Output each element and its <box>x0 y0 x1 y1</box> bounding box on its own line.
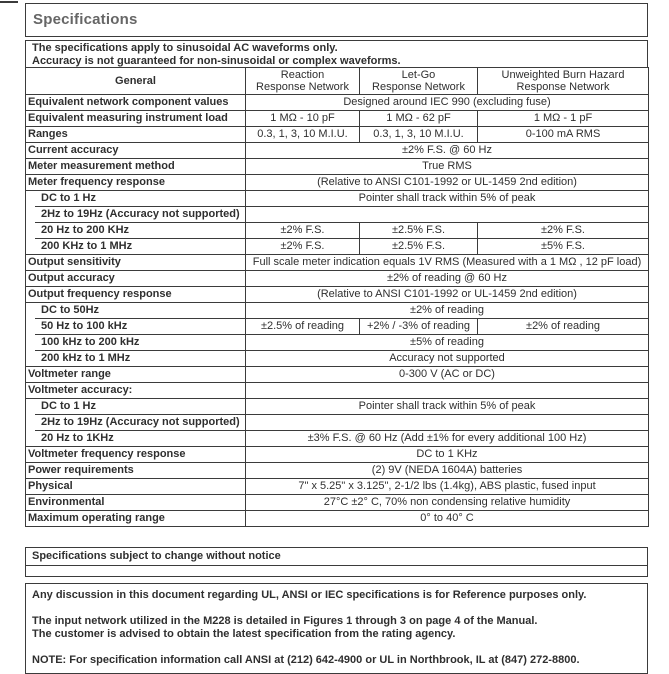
col-header-general: General <box>26 68 246 95</box>
spec-label: Equivalent network component values <box>26 95 246 111</box>
table-row <box>26 463 649 479</box>
spec-value: Full scale meter indication equals 1V RMS (Measured with a 1 MΩ , 12 pF load) <box>246 255 649 271</box>
footer-contact-note: NOTE: For specification information call ANSI at (212) 642-4900 or UL in Northbrook, IL at (847) 272-8800. <box>32 654 580 666</box>
spec-label: Voltmeter frequency response <box>26 447 246 463</box>
spec-label: DC to 1 Hz <box>26 191 246 207</box>
spec-label: Ranges <box>26 127 246 143</box>
spec-label: Output frequency response <box>26 287 246 303</box>
spec-label: Meter frequency response <box>26 175 246 191</box>
spec-value: Pointer shall track within 5% of peak <box>246 191 649 207</box>
intro-line-2: Accuracy is not guaranteed for non-sinusoidal or complex waveforms. <box>32 55 401 67</box>
spec-label: Equivalent measuring instrument load <box>26 111 246 127</box>
spec-value: Accuracy not supported <box>246 351 649 367</box>
table-row <box>26 223 649 239</box>
footer-gap <box>32 602 639 615</box>
spec-label: Current accuracy <box>26 143 246 159</box>
table-row <box>26 191 649 207</box>
table-row <box>26 367 649 383</box>
spec-value: ±2% of reading <box>478 319 649 335</box>
col-header-reaction-line2: Response Network <box>256 81 349 93</box>
spec-value: 0-300 V (AC or DC) <box>246 367 649 383</box>
table-row <box>26 495 649 511</box>
spec-label: 20 Hz to 1KHz <box>26 431 246 447</box>
col-header-letgo-line1: Let-Go <box>401 69 436 81</box>
table-row <box>26 255 649 271</box>
specifications-table <box>25 67 649 527</box>
spec-value: 0° to 40° C <box>246 511 649 527</box>
col-header-burn-hazard <box>478 68 649 95</box>
footer-customer-note: The customer is advised to obtain the latest specification from the rating agency. <box>32 628 456 640</box>
spec-value: 0.3, 1, 3, 10 M.I.U. <box>246 127 360 143</box>
table-row <box>26 431 649 447</box>
spec-label: 50 Hz to 100 kHz <box>26 319 246 335</box>
col-header-burn-hazard-line2: Response Network <box>516 81 610 93</box>
spec-value: (Relative to ANSI C101-1992 or UL-1459 2nd edition) <box>246 175 649 191</box>
col-header-letgo <box>360 68 478 95</box>
spec-label: 200 KHz to 1 MHz <box>26 239 246 255</box>
spec-value: ±5% of reading <box>246 335 649 351</box>
table-row <box>26 415 649 431</box>
spec-label: 2Hz to 19Hz (Accuracy not supported) <box>26 415 246 431</box>
page-title: Specifications <box>33 11 138 28</box>
spec-label: Power requirements <box>26 463 246 479</box>
col-header-reaction-line1: Reaction <box>280 69 325 81</box>
spec-value: Pointer shall track within 5% of peak <box>246 399 649 415</box>
spec-label: Output accuracy <box>26 271 246 287</box>
table-row <box>26 271 649 287</box>
spec-value <box>246 415 649 431</box>
notice-box <box>25 547 648 577</box>
col-header-reaction <box>246 68 360 95</box>
table-row <box>26 143 649 159</box>
table-row <box>26 479 649 495</box>
spec-value: DC to 1 KHz <box>246 447 649 463</box>
table-row <box>26 175 649 191</box>
spec-label: Output sensitivity <box>26 255 246 271</box>
table-row <box>26 287 649 303</box>
spec-value <box>246 383 649 399</box>
spec-value: ±2% F.S. <box>478 223 649 239</box>
spec-value: 0-100 mA RMS <box>478 127 649 143</box>
spec-label: Physical <box>26 479 246 495</box>
table-header-row <box>26 68 649 95</box>
spec-value: 1 MΩ - 10 pF <box>246 111 360 127</box>
table-row <box>26 399 649 415</box>
spec-label: Environmental <box>26 495 246 511</box>
spec-value: ±5% F.S. <box>478 239 649 255</box>
spec-value: (2) 9V (NEDA 1604A) batteries <box>246 463 649 479</box>
spec-value: True RMS <box>246 159 649 175</box>
footer-gap <box>32 641 639 654</box>
footer-reference-note: Any discussion in this document regarding UL, ANSI or IEC specifications is for Reference purposes only. <box>32 589 587 601</box>
col-header-letgo-line2: Response Network <box>372 81 465 93</box>
spec-label: 200 kHz to 1 MHz <box>26 351 246 367</box>
spec-value: ±2% F.S. @ 60 Hz <box>246 143 649 159</box>
spec-value: (Relative to ANSI C101-1992 or UL-1459 2nd edition) <box>246 287 649 303</box>
spec-value: ±2% F.S. <box>246 239 360 255</box>
spec-value: ±2.5% F.S. <box>360 223 478 239</box>
spec-label: DC to 50Hz <box>26 303 246 319</box>
spec-label: Meter measurement method <box>26 159 246 175</box>
spec-sheet-page <box>25 3 648 674</box>
table-row <box>26 303 649 319</box>
table-row <box>26 351 649 367</box>
table-row <box>26 159 649 175</box>
intro-box <box>25 40 648 68</box>
spec-value: ±2.5% F.S. <box>360 239 478 255</box>
notice-text: Specifications subject to change without notice <box>32 550 281 562</box>
table-row <box>26 127 649 143</box>
spec-label: 2Hz to 19Hz (Accuracy not supported) <box>26 207 246 223</box>
spec-label: 100 kHz to 200 kHz <box>26 335 246 351</box>
spec-value: 1 MΩ - 62 pF <box>360 111 478 127</box>
table-row <box>26 111 649 127</box>
table-row <box>26 239 649 255</box>
spec-table-body <box>26 95 649 527</box>
spec-value: +2% / -3% of reading <box>360 319 478 335</box>
spec-value: ±2.5% of reading <box>246 319 360 335</box>
spec-value: ±2% of reading @ 60 Hz <box>246 271 649 287</box>
table-row <box>26 95 649 111</box>
spec-value: 0.3, 1, 3, 10 M.I.U. <box>360 127 478 143</box>
title-box <box>25 3 648 37</box>
spec-label: Voltmeter range <box>26 367 246 383</box>
spec-label: Voltmeter accuracy: <box>26 383 246 399</box>
page-edge-artifact <box>0 1 18 3</box>
spec-label: 20 Hz to 200 KHz <box>26 223 246 239</box>
spec-value <box>246 207 649 223</box>
spec-value: ±3% F.S. @ 60 Hz (Add ±1% for every additional 100 Hz) <box>246 431 649 447</box>
col-header-burn-hazard-line1: Unweighted Burn Hazard <box>501 69 625 81</box>
spec-label: Maximum operating range <box>26 511 246 527</box>
footer-box <box>25 583 648 674</box>
spec-value: Designed around IEC 990 (excluding fuse) <box>246 95 649 111</box>
table-row <box>26 319 649 335</box>
spec-value: 27°C ±2° C, 70% non condensing relative humidity <box>246 495 649 511</box>
notice-empty-row <box>26 565 647 576</box>
spec-value: 1 MΩ - 1 pF <box>478 111 649 127</box>
spec-label: DC to 1 Hz <box>26 399 246 415</box>
table-row <box>26 447 649 463</box>
spec-value: ±2% F.S. <box>246 223 360 239</box>
intro-line-1: The specifications apply to sinusoidal AC waveforms only. <box>32 42 338 54</box>
table-row <box>26 335 649 351</box>
footer-input-network-note: The input network utilized in the M228 is detailed in Figures 1 through 3 on page 4 of the Manual. <box>32 615 538 627</box>
table-row <box>26 207 649 223</box>
table-row <box>26 511 649 527</box>
spec-value: ±2% of reading <box>246 303 649 319</box>
spec-value: 7" x 5.25" x 3.125", 2-1/2 lbs (1.4kg), ABS plastic, fused input <box>246 479 649 495</box>
table-row <box>26 383 649 399</box>
